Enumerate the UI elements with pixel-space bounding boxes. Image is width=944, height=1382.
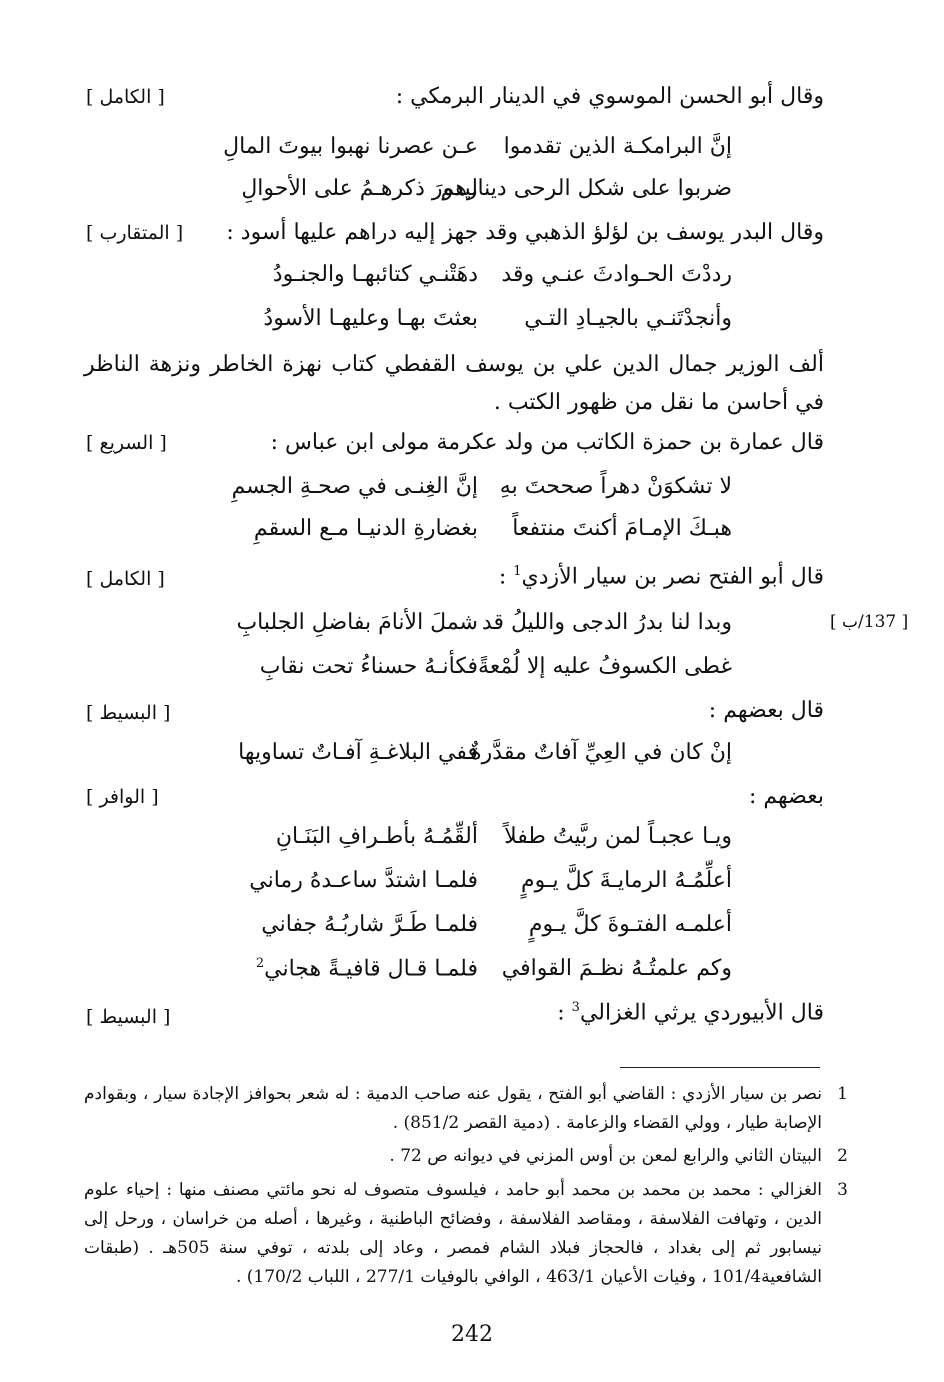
intro-text: قال أبو الفتح نصر بن سيار الأزدي	[521, 564, 824, 590]
manuscript-folio-note: [ 137/ب ]	[830, 612, 909, 632]
verse-first-hemistich: هبـكَ الإمـامَ أكنتَ منتفعاً	[512, 516, 732, 541]
intro-line: قال بعضهم :	[708, 698, 824, 723]
meter-label: [ البسيط ]	[86, 1006, 171, 1028]
verse-second-hemistich: إنَّ الغِنـى في صحـةِ الجسمِ	[231, 474, 478, 499]
intro-line: وقال البدر يوسف بن لؤلؤ الذهبي وقد جهز إليه دراهم عليها أسود :	[226, 220, 824, 245]
footnote-number: 2	[837, 1146, 848, 1166]
verse-second-hemistich: ليدورَ ذكرهـمُ على الأحوالِ	[241, 176, 478, 201]
verse-first-hemistich: وأنجدْتَنـي بالجيـادِ التـي	[524, 306, 732, 331]
footnote-text: البيتان الثاني والرابع لمعن بن أوس المزني في ديوانه ص 72 .	[389, 1146, 822, 1166]
verse-second-hemistich: شملَ الأنامَ بفاضلِ الجلبابِ	[236, 610, 478, 635]
intro-line: وقال أبو الحسن الموسوي في الدينار البرمكي :	[395, 84, 824, 109]
verse-second-hemistich: ففي البلاغـةِ آفـاتٌ تساويها	[238, 740, 478, 765]
verse-second-hemistich	[188, 956, 478, 981]
meter-label: [ الوافر ]	[86, 786, 159, 808]
page-number: 242	[451, 1322, 493, 1347]
verse-first-hemistich: وكم علمتُـهُ نظـمَ القوافي	[501, 956, 732, 981]
intro-text: قال الأبيوردي يرثي الغزالي	[579, 1000, 824, 1026]
verse-second-hemistich: ألقِّمُـهُ بأطـرافِ البَنَـانِ	[275, 824, 478, 849]
verse-first-hemistich: وبدا لنا بدرُ الدجى والليلُ قد	[481, 610, 732, 635]
meter-label: [ البسيط ]	[86, 702, 171, 724]
meter-label: [ الكامل ]	[86, 86, 165, 108]
footnote-ref: 2	[255, 956, 265, 971]
hemistich-text: فلمـا قـال قافيـةً هجاني	[264, 956, 478, 982]
verse-second-hemistich: فلمـا طَـرَّ شاربُـهُ جفاني	[261, 912, 478, 937]
meter-label: [ السريع ]	[86, 432, 167, 454]
intro-line: قال عمارة بن حمزة الكاتب من ولد عكرمة مولى ابن عباس :	[270, 430, 824, 455]
footnote-number: 3	[837, 1180, 848, 1200]
footnote-text: نصر بن سيار الأزدي : القاضي أبو الفتح ، يقول عنه صاحب الدمية : له شعر بحوافز الإجادة سيار ، وبقوادم الإصابة طيار ، وولي القضاء والزعامة . (دمية القصر 851/2) .	[84, 1084, 822, 1133]
verse-first-hemistich: رددْتَ الحـوادثَ عنـي وقد	[501, 262, 732, 287]
verse-second-hemistich: دهَتْنـي كتائبهـا والجنـودُ	[272, 262, 478, 287]
footnote-ref: 3	[571, 1000, 580, 1015]
footnote-text: الغزالي : محمد بن محمد بن محمد أبو حامد ، فيلسوف متصوف له نحو مائتي مصنف منها : إحياء علوم الدين ، وتهافت الفلاسفة ، ومقاصد الفلاسفة ، وفضائح الباطنية ، وغيرها ، أصله من خراسان ، ورحل إلى نيسابور ثم إلى بغداد ، فالحجاز فبلاد الشام فمصر ، وعاد إلى بلدته ، توفي سنة 505هـ . (طبقات الشافعية101/4 ، وفيات الأعيان 463/1 ، الوافي بالوفيات 277/1 ، اللباب 170/2) .	[84, 1180, 822, 1287]
verse-second-hemistich: بعثتَ بهـا وعليهـا الأسودُ	[263, 306, 478, 331]
verse-second-hemistich: عـن عصرنا نهبوا بيوتَ المالِ	[223, 134, 478, 159]
verse-second-hemistich: فلمـا اشتدَّ ساعـدهُ رماني	[249, 868, 478, 893]
verse-first-hemistich: غطى الكسوفُ عليه إلا لُمْعةً	[478, 654, 732, 679]
intro-line	[80, 1000, 824, 1025]
verse-first-hemistich: أعلِّمُـهُ الرمايـةَ كلَّ يـومٍ	[521, 868, 732, 893]
footnote-separator	[620, 1067, 820, 1068]
verse-first-hemistich: لا تشكوَنْ دهراً صححتَ بهِ	[499, 474, 732, 499]
intro-line: بعضهم :	[748, 784, 824, 809]
verse-first-hemistich: أعلمـه الفتـوةَ كلَّ يـومٍ	[528, 912, 732, 937]
footnote-ref: 1	[513, 564, 522, 579]
footnote-number: 1	[837, 1084, 848, 1104]
meter-label: [ الكامل ]	[86, 568, 165, 590]
verse-first-hemistich: ضربوا على شكل الرحى دينارهم	[440, 176, 732, 201]
footnote	[84, 1142, 848, 1171]
verse-second-hemistich: بغضارةِ الدنيـا مـع السقمِ	[253, 516, 478, 541]
footnote	[84, 1176, 848, 1292]
prose-paragraph: ألف الوزير جمال الدين علي بن يوسف القفطي كتاب نهزة الخاطر ونزهة الناظر في أحاسن ما نقل من ظهور الكتب .	[84, 352, 824, 415]
intro-colon: :	[498, 564, 514, 590]
meter-label: [ المتقارب ]	[86, 222, 184, 244]
verse-first-hemistich: إنْ كان في العِيِّ آفاتٌ مقدَّرةٌ	[470, 740, 732, 765]
verse-first-hemistich: إنَّ البرامكـة الذين تقدموا	[503, 134, 732, 159]
verse-second-hemistich: فكأنـهُ حسناءُ تحت نقابِ	[259, 654, 478, 679]
verse-first-hemistich: ويـا عجبـاً لمن ربَّيتُ طفلاً	[504, 824, 732, 849]
intro-colon: :	[557, 1000, 572, 1026]
intro-line	[80, 564, 824, 589]
footnote	[84, 1080, 848, 1138]
